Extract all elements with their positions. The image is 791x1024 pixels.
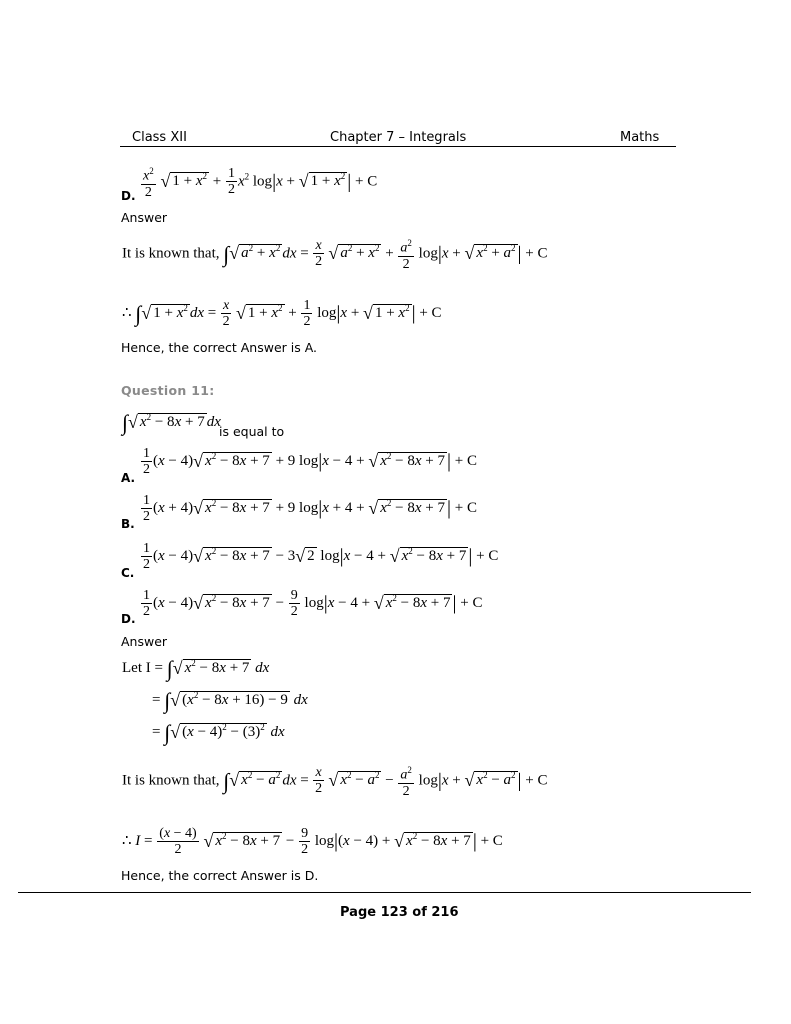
let-line-2: = ∫√ $(x^2 - 8x + 16) - 9$ dx xyxy=(152,688,308,713)
option-a-formula: $\frac{1}{2}$ (x − 4)√ $x^2 - 8x + 7 + 9$ log|x − 4 + √ $x^2 - 8x + 7$ | + C xyxy=(143,446,477,477)
top-option-d-formula: $\frac{x^2}{2}$ √ $1 + x^2$ + $\frac{1}{2}$ $x^2$ log|x + √ $1 + x^2$ | + C xyxy=(143,166,378,200)
therefore-formula-2: ∴ I = $\frac{(x - 4)}{2}$ √ $x^2 - 8x + 7$ − $\frac{9}{2}$ log|(x − 4) + √ $x^2 - 8x + 7$ | + C xyxy=(122,826,503,857)
footer-rule xyxy=(18,892,751,893)
conclusion-2: Hence, the correct Answer is D. xyxy=(121,868,319,883)
top-option-d-letter: D. xyxy=(121,189,136,203)
conclusion-1: Hence, the correct Answer is A. xyxy=(121,340,318,355)
option-b-letter: B. xyxy=(121,517,135,531)
let-line-3: = ∫√ $(x - 4)^2 - (3)^2$ dx xyxy=(152,720,285,745)
known-formula-2: It is known that, ∫√ $x^2 - a^2$ dx = $\frac{x}{2}$ √ $x^2 - a^2$ − $\frac{a^2}{2}$ log|x + √ $x^2 - a^2$ | + C xyxy=(122,765,548,799)
option-c-formula: $\frac{1}{2}$ (x − 4)√ $x^2 - 8x + 7 - 3√$ 2 log|x − 4 + √ $x^2 - 8x + 7$ | + C xyxy=(143,541,499,572)
known-text-2: It is known that, xyxy=(122,772,220,789)
option-b-formula: $\frac{1}{2}$ (x + 4)√ $x^2 - 8x + 7 + 9$ log|x + 4 + √ $x^2 - 8x + 7$ | + C xyxy=(143,493,477,524)
let-text: Let I = xyxy=(122,660,163,676)
answer-label-2: Answer xyxy=(121,634,168,649)
header-class: Class XII xyxy=(132,130,187,145)
question-suffix: is equal to xyxy=(219,424,285,439)
header-rule xyxy=(120,146,676,147)
question-integral: ∫√ $x^2 - 8x + 7$ dx xyxy=(122,410,221,435)
header-chapter: Chapter 7 – Integrals xyxy=(330,130,467,145)
therefore-formula-1: ∴ ∫√ $1 + x^2$ dx = $\frac{x}{2}$ √ $1 + x^2$ + $\frac{1}{2}$ log|x + √ $1 + x^2$ | + C xyxy=(122,298,442,329)
answer-label-1: Answer xyxy=(121,210,168,225)
option-c-letter: C. xyxy=(121,566,135,580)
known-formula-1: It is known that, ∫√ $a^2 + x^2$ dx = $\frac{x}{2}$ √ $a^2 + x^2$ + $\frac{a^2}{2}$ log|x + √ $x^2 + a^2$ | + C xyxy=(122,238,548,272)
option-d-letter: D. xyxy=(121,612,136,626)
page-number: Page 123 of 216 xyxy=(340,905,459,920)
question-heading: Question 11: xyxy=(121,383,215,398)
known-text-1: It is known that, xyxy=(122,245,220,262)
option-a-letter: A. xyxy=(121,471,136,485)
option-d-formula: $\frac{1}{2}$ (x − 4)√ $x^2 - 8x + 7$ − $\frac{9}{2}$ log|x − 4 + √ $x^2 - 8x + 7$ | + C xyxy=(143,588,483,619)
header-subject: Maths xyxy=(620,130,660,145)
let-line-1: Let I = ∫√ $x^2 - 8x + 7$ dx xyxy=(122,656,270,681)
